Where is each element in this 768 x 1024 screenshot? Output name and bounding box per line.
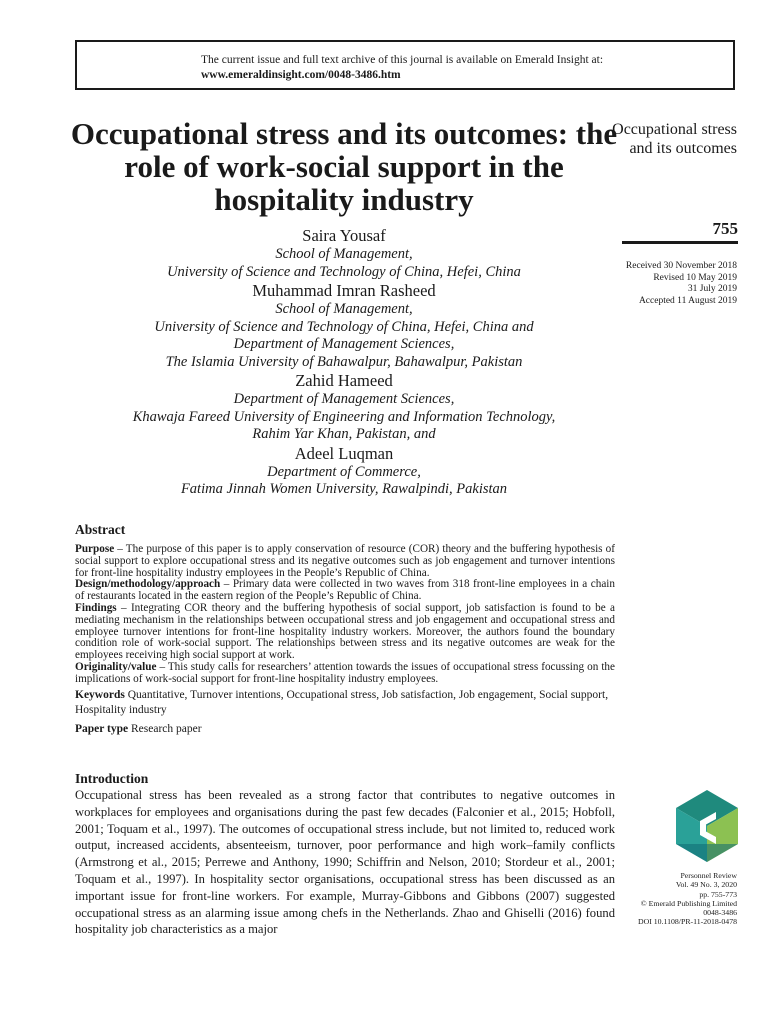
accepted-date: Accepted 11 August 2019: [638, 295, 737, 306]
author-affiliation: Fatima Jinnah Women University, Rawalpindi, Pakistan: [180, 481, 508, 497]
abstract-heading: Abstract: [75, 522, 126, 537]
abstract-section: [75, 522, 615, 737]
purpose-label: Purpose: [75, 543, 115, 555]
journal-info: [600, 871, 737, 927]
originality-text: – This study calls for researchers’ attention towards the issues of occupational stress focussing on the implications of work-social support for front-line hospitality industry employees.: [75, 660, 615, 685]
author-name: Saira Yousaf: [302, 226, 386, 245]
introduction-heading: Introduction: [75, 771, 149, 786]
author-affiliation: School of Management,: [275, 246, 413, 262]
abstract-design: [75, 579, 615, 603]
keywords-text: Quantitative, Turnover intentions, Occupational stress, Job satisfaction, Job engagement, Social support, Hospitality industry: [75, 688, 609, 716]
author-affiliation: Khawaja Fareed University of Engineering and Information Technology,: [132, 408, 556, 425]
author-affiliation: The Islamia University of Bahawalpur, Bahawalpur, Pakistan: [165, 353, 523, 370]
author-name: Muhammad Imran Rasheed: [252, 281, 436, 300]
revised-date: Revised 10 May 2019: [653, 272, 737, 283]
author-affiliation: Department of Management Sciences,: [233, 391, 455, 407]
paper-type-text: Research paper: [128, 722, 202, 735]
author-affiliation: University of Science and Technology of China, Hefei, China and: [154, 318, 534, 335]
archive-banner: [75, 40, 735, 90]
introduction-section: [75, 771, 615, 938]
findings-label: Findings: [75, 601, 117, 614]
author-affiliation: School of Management,: [275, 301, 413, 317]
journal-url-link[interactable]: www.emeraldinsight.com/0048-3486.htm: [201, 69, 401, 81]
journal-doi: DOI 10.1108/PR-11-2018-0478: [637, 917, 737, 927]
journal-name: Personnel Review: [680, 871, 737, 880]
design-label: Design/methodology/approach: [75, 578, 221, 591]
author-affiliation: Department of Commerce,: [267, 463, 421, 480]
journal-volume: Vol. 49 No. 3, 2020: [675, 880, 737, 890]
received-date: Received 30 November 2018: [625, 261, 737, 271]
logo-lower-face: [676, 844, 738, 862]
abstract-findings: [75, 603, 615, 662]
originality-label: Originality/value: [75, 660, 157, 673]
page-rule: [622, 241, 738, 244]
journal-pages: pp. 755-773: [699, 889, 737, 899]
abstract-originality: [75, 662, 615, 686]
banner-text: The current issue and full text archive of this journal is available on Emerald Insight at:: [201, 54, 604, 66]
abstract-purpose: [75, 544, 615, 579]
emerald-logo-icon: [676, 790, 738, 862]
keywords: [75, 688, 615, 718]
page-number: 755: [712, 219, 738, 238]
purpose-text: – The purpose of this paper is to apply conservation of resource (COR) theory and the buffering hypothesis of social support to explore occupational stress and its negative outcomes such as job engagement and turnover intentions for front-line hospitality industry employees in the People’s Republic of China.: [75, 543, 615, 579]
design-text: – Primary data were collected in two waves from 318 front-line employees in a chain of restaurants located in the eastern region of the People’s Republic of China.: [75, 578, 615, 603]
paper-title: Occupational stress and its outcomes: the role of work-social support in the hospitality industry: [70, 116, 618, 217]
findings-text: – Integrating COR theory and the buffering hypothesis of social support, job satisfaction is found to be a mediating mechanism in the relationships between occupational stress and job engagement and occupational stress and employee turnover intentions for front-line hospitality industry workers. Moreover, the authors found the boundary condition role of work-social support. The relationships between stress and its negative outcomes are weak for the employees receiving high social support at work.: [75, 601, 615, 662]
author-affiliation: University of Science and Technology of China, Hefei, China: [167, 263, 521, 280]
author-list: [70, 226, 618, 499]
paper-type: [75, 722, 615, 737]
introduction-body: Occupational stress has been revealed as a strong factor that contributes to negative outcomes in workplaces for employees and organisations during the past few decades (Falconier et al., 2015; Hobfoll, 2001; Toquam et al., 1997). The outcomes of occupational stress include, but not limited to, reduced work output, increased accidents, absenteeism, turnover, poor performance and high work–family conflicts (Armstrong et al., 2015; Perrewe and Anthony, 1990; Schiffrin and Nelson, 2010; Stordeur et al., 2001; Toquam et al., 1997). In hospitality sector organisations, occupational stress has been discussed as an important issue for front-line workers. For example, Murray-Gibbons and Gibbons (2007) suggested occupational stress as an alarming issue among chefs in the Netherlands. Zhao and Ghiselli (2016) found hospitality job characteristics as a major: [75, 788, 615, 937]
author-affiliation: Rahim Yar Khan, Pakistan, and: [252, 426, 436, 442]
paper-type-label: Paper type: [75, 722, 129, 735]
running-title: Occupational stress and its outcomes: [612, 121, 737, 157]
journal-issn: 0048-3486: [703, 908, 737, 918]
keywords-label: Keywords: [75, 688, 125, 701]
journal-copyright: © Emerald Publishing Limited: [640, 898, 737, 908]
revised-date-2: 31 July 2019: [687, 284, 737, 294]
author-name: Zahid Hameed: [295, 371, 393, 390]
author-name: Adeel Luqman: [294, 443, 394, 463]
author-affiliation: Department of Management Sciences,: [233, 336, 455, 352]
submission-dates: [600, 261, 737, 307]
